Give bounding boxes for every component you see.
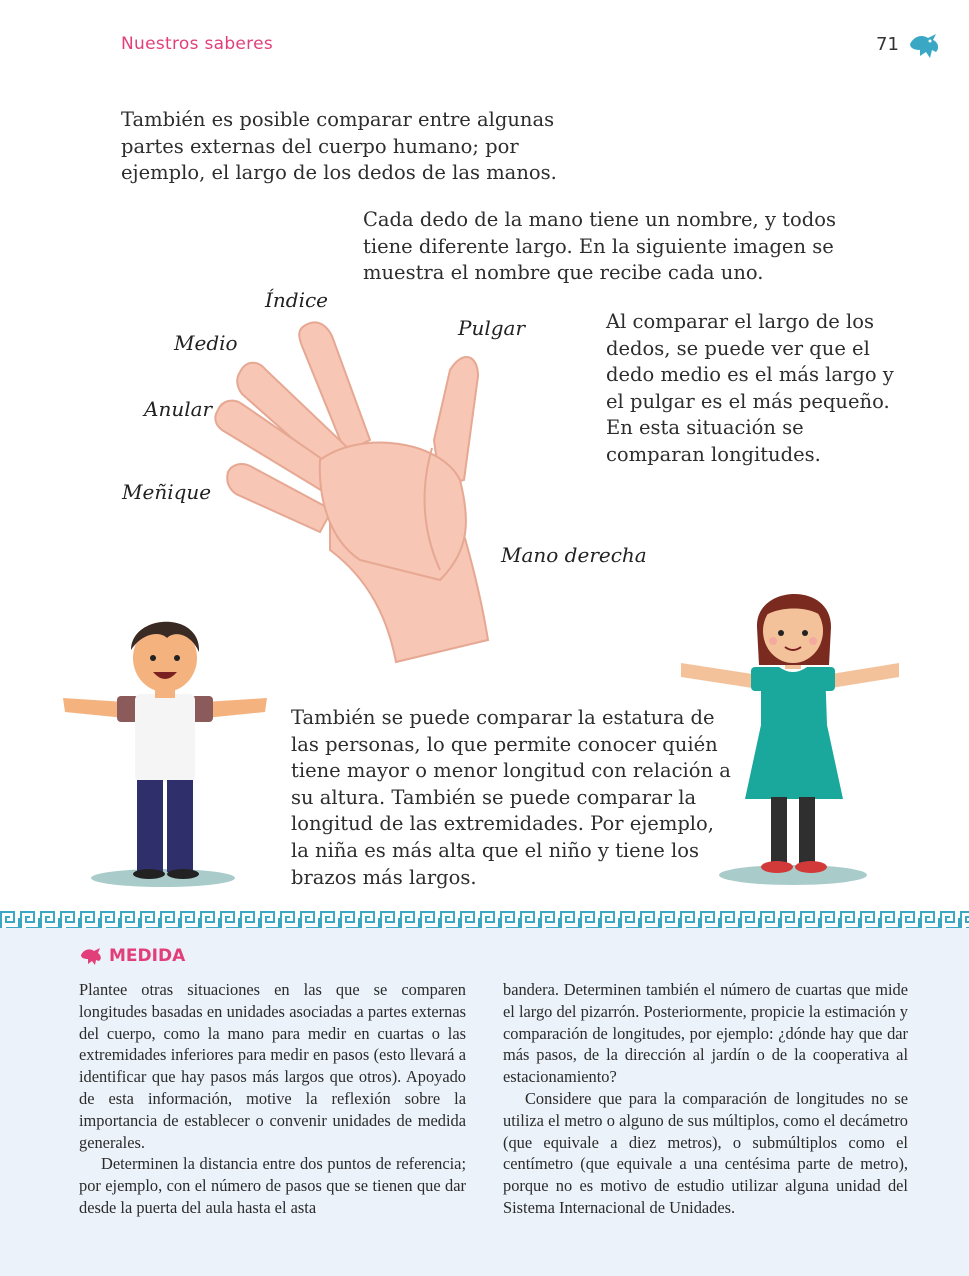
label-medio: Medio: [174, 331, 238, 355]
page-number: 71: [876, 34, 899, 55]
boy-illustration: [55, 600, 275, 895]
decorative-border: [0, 910, 969, 930]
guide-title: [79, 946, 185, 966]
finger-comparison-paragraph: Al comparar el largo de los dedos, se puede ver que el dedo medio es el más largo y el pulgar es el más pequeño. En esta situación se comparan longitudes.: [606, 310, 894, 466]
bird-logo-icon: [906, 30, 942, 62]
guide-title-text: MEDIDA: [109, 946, 186, 966]
guide-left-paragraph-1: Plantee otras situaciones en las que se comparen longitudes basadas en unidades asociadas a partes externas del cuerpo, como la mano para medir en cuartas o las extremidades inferiores para medir en pasos (esto llevará a identificar que hay pasos más largos que otros). Apoyado de esta información, motive la reflexión sobre la importancia de establecer o convenir unidades de medida generales.: [79, 980, 466, 1152]
girl-illustration: [675, 575, 905, 895]
guide-column-right: [503, 979, 908, 1219]
intro-paragraph: También es posible comparar entre algunas partes externas del cuerpo humano; por ejemplo, el largo de los dedos de las manos.: [121, 108, 557, 185]
section-title: Nuestros saberes: [121, 34, 274, 54]
guide-left-paragraph-2: Determinen la distancia entre dos puntos de referencia; por ejemplo, con el número de pasos que se tienen que dar desde la puerta del aula hasta el asta: [79, 1154, 466, 1217]
label-indice: Índice: [265, 288, 329, 312]
guide-column-left: [79, 979, 466, 1219]
height-comparison-paragraph: También se puede comparar la estatura de las personas, lo que permite conocer quién tiene mayor o menor longitud con relación a su altura. También se puede comparar la longitud de las extremidades. Por ejemplo, la niña es más alta que el niño y tiene los brazos más largos.: [291, 706, 731, 889]
guide-right-paragraph-1: bandera. Determinen también el número de cuartas que mide el largo del pizarrón. Posteriormente, propicie la estimación y comparación de longitudes, por ejemplo: ¿dónde hay que dar más pasos, de la dirección al jardín o de la cooperativa al estacionamiento?: [503, 980, 908, 1087]
hand-caption: Mano derecha: [501, 543, 647, 567]
label-pulgar: Pulgar: [458, 316, 526, 340]
bird-icon: [79, 946, 103, 966]
guide-right-paragraph-2: Considere que para la comparación de longitudes no se utiliza el metro o alguno de sus múltiplos, como el decámetro (que equivale a diez metros), o submúltiplos como el centímetro (que equivale a una centésima parte de metro), porque no es motivo de estudio utilizar alguna unidad del Sistema Internacional de Unidades.: [503, 1088, 908, 1217]
finger-names-paragraph: Cada dedo de la mano tiene un nombre, y todos tiene diferente largo. En la siguiente imagen se muestra el nombre que recibe cada uno.: [363, 208, 836, 285]
label-menique: Meñique: [122, 480, 212, 504]
label-anular: Anular: [144, 397, 213, 421]
